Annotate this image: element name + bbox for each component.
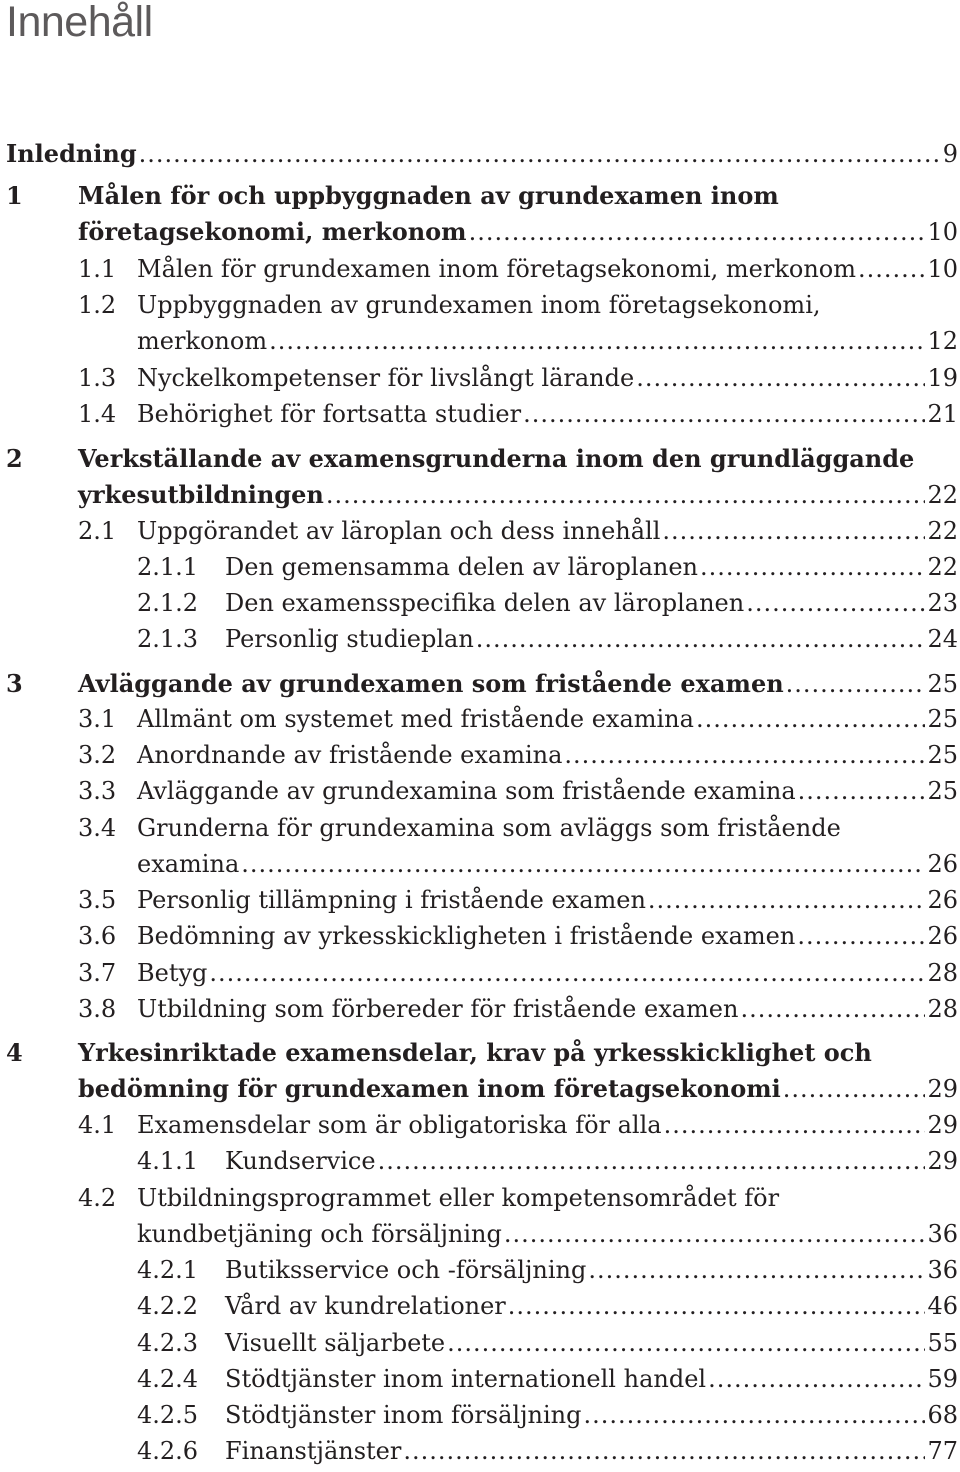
toc-entry[interactable] bbox=[0, 701, 960, 737]
toc-entry-title: Stödtjänster inom försäljning bbox=[225, 1401, 582, 1429]
toc-entry-number: 3.4 bbox=[78, 814, 117, 842]
toc-entry[interactable] bbox=[0, 882, 960, 918]
toc-entry-page-number: 22 bbox=[927, 517, 958, 545]
toc-entry-number: 2.1.3 bbox=[137, 625, 199, 653]
toc-entry-number: 3.1 bbox=[78, 705, 117, 733]
toc-entry-number: 2.1 bbox=[78, 517, 117, 545]
toc-entry[interactable] bbox=[0, 396, 960, 432]
toc-entry[interactable] bbox=[0, 178, 960, 214]
toc-entry-title: Uppbyggnaden av grundexamen inom företagsekonomi, bbox=[137, 291, 821, 319]
toc-entry-page-number: 9 bbox=[942, 140, 958, 168]
toc-entry-title: Inledning bbox=[6, 139, 137, 168]
toc-leader-dots bbox=[662, 513, 925, 549]
toc-entry[interactable] bbox=[0, 1397, 960, 1433]
toc-entry-title: examina bbox=[137, 850, 240, 878]
toc-entry-title: Allmänt om systemet med fristående examina bbox=[137, 705, 694, 733]
toc-leader-dots bbox=[664, 1107, 926, 1143]
toc-leader-dots bbox=[858, 251, 925, 287]
toc-entry[interactable] bbox=[0, 1035, 960, 1071]
toc-entry[interactable] bbox=[0, 513, 960, 549]
toc-leader-dots bbox=[241, 846, 925, 882]
toc-entry-number: 4.1.1 bbox=[137, 1147, 199, 1175]
toc-leader-dots bbox=[797, 918, 925, 954]
toc-entry-page-number: 26 bbox=[927, 850, 958, 878]
toc-entry-title: företagsekonomi, merkonom bbox=[78, 217, 467, 246]
toc-leader-dots bbox=[139, 136, 941, 172]
toc-entry-number: 4.2.2 bbox=[137, 1292, 199, 1320]
toc-entry-page-number: 28 bbox=[927, 995, 958, 1023]
toc-entry-title: Den examensspecifika delen av läroplanen bbox=[225, 589, 745, 617]
toc-entry[interactable] bbox=[0, 287, 960, 323]
toc-entry-title: Yrkesinriktade examensdelar, krav på yrkesskicklighet och bbox=[78, 1038, 872, 1067]
toc-entry-number: 1.3 bbox=[78, 364, 117, 392]
toc-entry-page-number: 25 bbox=[927, 670, 958, 698]
toc-leader-dots bbox=[783, 1071, 926, 1107]
toc-entry-page-number: 68 bbox=[927, 1401, 958, 1429]
toc-entry-number: 4.2.4 bbox=[137, 1365, 199, 1393]
toc-leader-dots bbox=[523, 396, 925, 432]
toc-entry-number: 4.2.6 bbox=[137, 1437, 199, 1465]
toc-entry-page-number: 22 bbox=[927, 553, 958, 581]
toc-entry-number: 3.5 bbox=[78, 886, 117, 914]
toc-entry-title: Målen för och uppbyggnaden av grundexamen inom bbox=[78, 181, 779, 210]
toc-entry-title: kundbetjäning och försäljning bbox=[137, 1220, 502, 1248]
toc-entry-page-number: 77 bbox=[927, 1437, 958, 1465]
toc-entry-page-number: 26 bbox=[927, 922, 958, 950]
toc-entry[interactable] bbox=[0, 1325, 960, 1361]
toc-leader-dots bbox=[636, 360, 925, 396]
toc-leader-dots bbox=[447, 1325, 925, 1361]
toc-entry[interactable] bbox=[0, 846, 960, 882]
toc-entry[interactable] bbox=[0, 1252, 960, 1288]
toc-entry[interactable] bbox=[0, 1107, 960, 1143]
toc-entry[interactable] bbox=[0, 1143, 960, 1179]
toc-entry-page-number: 29 bbox=[927, 1111, 958, 1139]
toc-entry-page-number: 23 bbox=[927, 589, 958, 617]
toc-entry-page-number: 25 bbox=[927, 777, 958, 805]
toc-entry-number: 4.2.1 bbox=[137, 1256, 199, 1284]
toc-leader-dots bbox=[746, 585, 925, 621]
toc-entry-title: merkonom bbox=[137, 327, 268, 355]
toc-entry-title: Anordnande av fristående examina bbox=[137, 741, 563, 769]
toc-entry-page-number: 36 bbox=[927, 1256, 958, 1284]
toc-entry[interactable] bbox=[0, 1361, 960, 1397]
toc-entry[interactable] bbox=[0, 810, 960, 846]
toc-entry[interactable] bbox=[0, 991, 960, 1027]
toc-entry-number: 4.2.5 bbox=[137, 1401, 199, 1429]
toc-entry-title: Målen för grundexamen inom företagsekonomi, merkonom bbox=[137, 255, 856, 283]
toc-entry-number: 4.2.3 bbox=[137, 1329, 199, 1357]
toc-entry-page-number: 28 bbox=[927, 959, 958, 987]
toc-leader-dots bbox=[269, 323, 925, 359]
toc-entry-page-number: 25 bbox=[927, 705, 958, 733]
toc-entry-number: 2.1.1 bbox=[137, 553, 199, 581]
toc-entry[interactable] bbox=[0, 1288, 960, 1324]
toc-entry-page-number: 36 bbox=[927, 1220, 958, 1248]
toc-entry-number: 1.1 bbox=[78, 255, 117, 283]
toc-entry-title: Finanstjänster bbox=[225, 1437, 402, 1465]
toc-entry-title: Behörighet för fortsatta studier bbox=[137, 400, 522, 428]
toc-entry-page-number: 26 bbox=[927, 886, 958, 914]
toc-entry[interactable] bbox=[0, 214, 960, 250]
toc-entry[interactable] bbox=[0, 666, 960, 702]
toc-entry-title: Butiksservice och -försäljning bbox=[225, 1256, 587, 1284]
toc-leader-dots bbox=[696, 701, 926, 737]
toc-entry-title: Uppgörandet av läroplan och dess innehåll bbox=[137, 517, 661, 545]
toc-entry-number: 3.2 bbox=[78, 741, 117, 769]
toc-entry-page-number: 21 bbox=[927, 400, 958, 428]
toc-leader-dots bbox=[469, 214, 926, 250]
toc-entry[interactable] bbox=[0, 621, 960, 657]
toc-entry-title: Den gemensamma delen av läroplanen bbox=[225, 553, 698, 581]
toc-entry-number: 3.7 bbox=[78, 959, 117, 987]
toc-entry-number: 4.2 bbox=[78, 1184, 117, 1212]
toc-leader-dots bbox=[504, 1216, 926, 1252]
toc-entry-title: Bedömning av yrkesskickligheten i fristående examen bbox=[137, 922, 796, 950]
toc-entry-page-number: 10 bbox=[927, 255, 958, 283]
toc-entry-number: 2 bbox=[6, 444, 23, 473]
toc-leader-dots bbox=[798, 773, 926, 809]
toc-leader-dots bbox=[740, 991, 925, 1027]
toc-entry-page-number: 22 bbox=[927, 481, 958, 509]
toc-leader-dots bbox=[378, 1143, 926, 1179]
toc-leader-dots bbox=[209, 955, 925, 991]
toc-entry[interactable] bbox=[0, 918, 960, 954]
toc-leader-dots bbox=[708, 1361, 925, 1397]
toc-entry-number: 1.4 bbox=[78, 400, 117, 428]
toc-entry[interactable] bbox=[0, 360, 960, 396]
toc-entry-number: 4.1 bbox=[78, 1111, 117, 1139]
toc-entry[interactable] bbox=[0, 136, 960, 172]
toc-entry-title: Stödtjänster inom internationell handel bbox=[225, 1365, 707, 1393]
toc-entry-page-number: 25 bbox=[927, 741, 958, 769]
toc-entry-page-number: 10 bbox=[927, 218, 958, 246]
toc-entry-title: Verkställande av examensgrunderna inom den grundläggande bbox=[78, 444, 915, 473]
toc-entry-title: Vård av kundrelationer bbox=[225, 1292, 506, 1320]
toc-leader-dots bbox=[564, 737, 925, 773]
toc-entry-number: 1 bbox=[6, 181, 23, 210]
toc-entry[interactable] bbox=[0, 477, 960, 513]
toc-entry[interactable] bbox=[0, 1071, 960, 1107]
toc-entry-number: 1.2 bbox=[78, 291, 117, 319]
toc-entry-title: Avläggande av grundexamina som fristående examina bbox=[137, 777, 796, 805]
toc-entry-page-number: 24 bbox=[927, 625, 958, 653]
toc-entry-title: bedömning för grundexamen inom företagsekonomi bbox=[78, 1074, 781, 1103]
toc-entry-number: 2.1.2 bbox=[137, 589, 199, 617]
toc-entry-title: Nyckelkompetenser för livslångt lärande bbox=[137, 364, 635, 392]
toc-entry[interactable] bbox=[0, 955, 960, 991]
toc-leader-dots bbox=[648, 882, 926, 918]
toc-entry[interactable] bbox=[0, 251, 960, 287]
toc-entry[interactable] bbox=[0, 441, 960, 477]
toc-entry-title: Utbildningsprogrammet eller kompetensområdet för bbox=[137, 1184, 780, 1212]
toc-entry-page-number: 19 bbox=[927, 364, 958, 392]
toc-entry-number: 4 bbox=[6, 1038, 23, 1067]
toc-entry-page-number: 59 bbox=[927, 1365, 958, 1393]
toc-entry[interactable] bbox=[0, 585, 960, 621]
toc-entry-page-number: 55 bbox=[927, 1329, 958, 1357]
toc-entry-page-number: 29 bbox=[927, 1075, 958, 1103]
toc-leader-dots bbox=[700, 549, 925, 585]
toc-leader-dots bbox=[786, 666, 926, 702]
toc-entry[interactable] bbox=[0, 323, 960, 359]
toc-entry-page-number: 29 bbox=[927, 1147, 958, 1175]
toc-leader-dots bbox=[326, 477, 926, 513]
toc-leader-dots bbox=[588, 1252, 925, 1288]
toc-entry-title: Visuellt säljarbete bbox=[225, 1329, 446, 1357]
toc-entry[interactable] bbox=[0, 1180, 960, 1216]
toc-leader-dots bbox=[403, 1433, 925, 1469]
toc-entry-page-number: 46 bbox=[927, 1292, 958, 1320]
toc-entry[interactable] bbox=[0, 737, 960, 773]
toc-entry-title: Avläggande av grundexamen som fristående examen bbox=[78, 669, 784, 698]
toc-leader-dots bbox=[508, 1288, 926, 1324]
toc-entry-title: Kundservice bbox=[225, 1147, 376, 1175]
toc-entry-title: Utbildning som förbereder för fristående examen bbox=[137, 995, 739, 1023]
toc-entry-page-number: 12 bbox=[927, 327, 958, 355]
toc-entry[interactable] bbox=[0, 1433, 960, 1469]
toc-leader-dots bbox=[476, 621, 926, 657]
page-title: Innehåll bbox=[6, 0, 153, 46]
toc-entry-number: 3.8 bbox=[78, 995, 117, 1023]
toc-entry[interactable] bbox=[0, 773, 960, 809]
toc-entry-title: Betyg bbox=[137, 959, 208, 987]
toc-entry[interactable] bbox=[0, 1216, 960, 1252]
toc-entry-title: Examensdelar som är obligatoriska för alla bbox=[137, 1111, 662, 1139]
toc-entry[interactable] bbox=[0, 549, 960, 585]
toc-entry-number: 3.6 bbox=[78, 922, 117, 950]
toc-entry-title: Personlig studieplan bbox=[225, 625, 474, 653]
toc-entry-number: 3.3 bbox=[78, 777, 117, 805]
toc-entry-number: 3 bbox=[6, 669, 23, 698]
toc-entry-title: Grunderna för grundexamina som avläggs som fristående bbox=[137, 814, 841, 842]
toc-entry-title: Personlig tillämpning i fristående examen bbox=[137, 886, 646, 914]
toc-leader-dots bbox=[583, 1397, 925, 1433]
toc-entry-title: yrkesutbildningen bbox=[78, 480, 324, 509]
